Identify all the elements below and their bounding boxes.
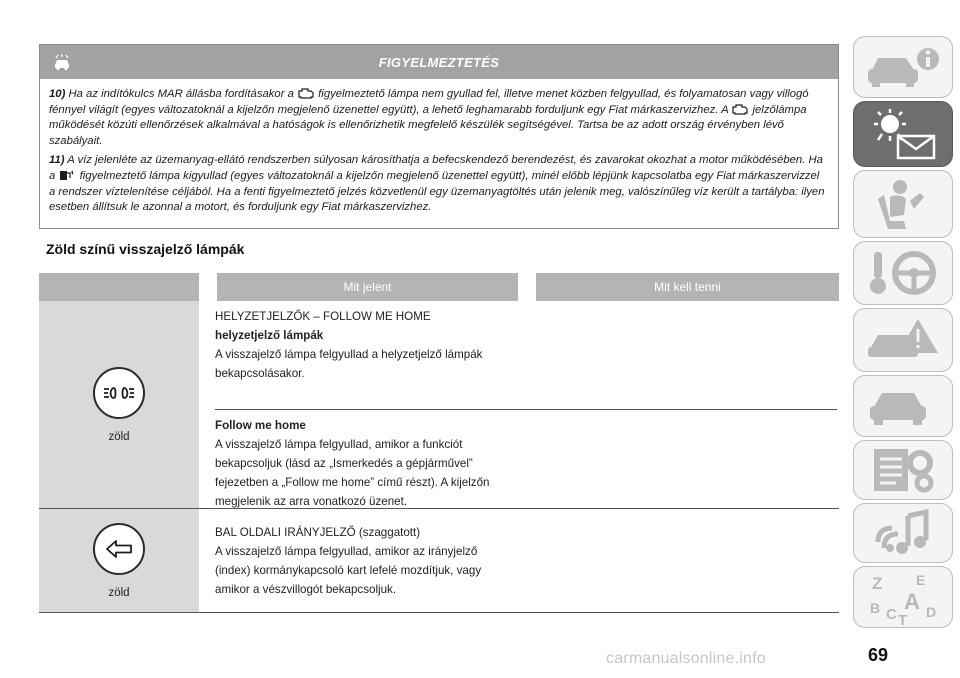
left-turn-signal-icon: [104, 539, 134, 559]
car-maintenance-icon: [860, 381, 946, 431]
section-title: Zöld színű visszajelző lámpák: [46, 241, 245, 257]
index-letter: Z: [872, 574, 883, 593]
warning-paragraph-10: [49, 87, 828, 149]
sidebar-tab-technical-data[interactable]: [853, 440, 953, 500]
engine-warning-icon: [297, 87, 315, 99]
entry-left-turn-signal: [215, 509, 837, 606]
paragraph-text: figyelmeztető lámpa kigyullad (egyes változatoknál a kijelzőn megjelenő üzenettel együtt), minél előbb lépjünk kapcsolatba egy Fiat márkaszervizzel a rendszer víztelenítése céljából. Ha a fenti figyelmeztető jelzés közvetlenül egy üzemanyagtöltés után jelenik meg, valószínűleg víz került a tartályba: ilyen esetben állítsuk le azonnal a motort, és forduljunk egy Fiat márkaszervizhez.: [49, 169, 825, 214]
indicator-color-label: zöld: [108, 430, 130, 443]
alphabetical-index-icon: [860, 569, 946, 625]
index-letter: A: [904, 589, 920, 614]
technical-data-icon: [860, 445, 946, 495]
table-row: [39, 509, 839, 613]
table-header-meaning: Mit jelent: [217, 273, 518, 301]
icon-cell: [39, 301, 199, 508]
entry-subtitle: helyzetjelző lámpák: [215, 329, 324, 342]
table-header-action: Mit kell tenni: [536, 273, 839, 301]
content-cell: [199, 301, 839, 508]
entry-text: A visszajelző lámpa felgyullad, amikor a funkciót: [215, 438, 463, 451]
entry-title: BAL OLDALI IRÁNYJELZŐ (szaggatott): [215, 526, 421, 539]
car-info-icon: [860, 42, 946, 92]
watermark: carmanualsonline.info: [606, 650, 766, 667]
warning-header: [40, 45, 838, 79]
entry-text: bekapcsolásakor.: [215, 367, 305, 380]
car-warning-icon: [52, 52, 72, 72]
sidebar-tab-car-info[interactable]: [853, 36, 953, 98]
paragraph-text: jelzőlámpa működését közúti ellenőrzések alkalmával a hatóságok is ellenőrizhetik megfelelő készülék segítségével. Tartsa be az adott ország érvényben lévő szabályait.: [49, 103, 807, 147]
table-header-icon-column: [39, 273, 199, 301]
warning-light-message-icon: [860, 106, 946, 162]
entry-title: HELYZETJELZŐK – FOLLOW ME HOME: [215, 310, 431, 323]
entry-text: A visszajelző lámpa felgyullad a helyzetjelző lámpák: [215, 348, 483, 361]
warning-paragraph-11: [49, 153, 828, 215]
entry-text: fejezetben a „Follow me home” című részt). A kijelzőn: [215, 476, 490, 489]
indicator-table: [39, 273, 839, 613]
paragraph-text: Ha az indítókulcs MAR állásba fordításakor a: [68, 88, 294, 100]
indicator-circle: [93, 367, 145, 419]
sidebar-tab-alphabetical-index[interactable]: [853, 566, 953, 628]
entry-text: bekapcsoljuk (lásd az „Ismerkedés a gépjárművel”: [215, 457, 473, 470]
entry-follow-me-home: [215, 409, 837, 518]
sidebar-tab-maintenance[interactable]: [853, 375, 953, 437]
warning-title: FIGYELMEZTETÉS: [378, 54, 500, 70]
seat-safety-icon: [860, 175, 946, 233]
index-letter: D: [926, 604, 937, 620]
page-number: 69: [868, 645, 889, 665]
sidebar-tab-warning-lights[interactable]: [853, 101, 953, 167]
warning-box: [39, 44, 839, 229]
engine-warning-icon: [731, 103, 749, 115]
icon-cell: [39, 509, 199, 612]
warning-body: [40, 79, 838, 216]
indicator-circle: [93, 523, 145, 575]
index-letter: T: [898, 612, 908, 625]
multimedia-icon: [860, 508, 946, 558]
entry-position-lights: [215, 301, 837, 409]
index-letter: C: [886, 606, 897, 623]
entry-text: A visszajelző lámpa felgyullad, amikor az irányjelző: [215, 545, 478, 558]
entry-text: megjelenik az arra vonatkozó üzenet.: [215, 495, 408, 508]
water-in-fuel-icon: [58, 169, 76, 181]
entry-text: (index) kormánykapcsoló kart lefelé mozdítjuk, vagy: [215, 564, 482, 577]
indicator-color-label: zöld: [108, 586, 130, 599]
content-cell: [199, 509, 839, 612]
emergency-icon: [860, 313, 946, 367]
index-letter: E: [916, 572, 926, 588]
entry-text: amikor a vészvillogót bekapcsoljuk.: [215, 583, 397, 596]
paragraph-text: figyelmeztető lámpa nem gyullad fel, illetve menet közben felgyullad, és folyamatosan vagy villogó fénnyel világít (egyes változatoknál a kijelzőn megjelenő üzenettel együtt), a lehető leghamarabb forduljunk egy Fiat márkaszervizhez. A: [49, 88, 809, 116]
paragraph-number: 11): [49, 154, 65, 167]
table-row: [39, 301, 839, 509]
sidebar-tab-multimedia[interactable]: [853, 503, 953, 563]
paragraph-number: 10): [49, 88, 66, 100]
index-letter: B: [870, 600, 881, 616]
sidebar-tab-safety[interactable]: [853, 170, 953, 238]
position-lights-icon: [102, 383, 136, 403]
entry-subtitle: Follow me home: [215, 419, 306, 432]
table-header: [39, 273, 839, 301]
sidebar-tab-emergency[interactable]: [853, 308, 953, 372]
paragraph-text: A víz jelenléte az üzemanyag-ellátó rendszerben súlyosan károsíthatja a befecskendező berendezést, és zavarokat okozhat a motor működésében. Ha a: [49, 154, 823, 182]
starting-driving-icon: [860, 246, 946, 300]
sidebar-tab-starting-driving[interactable]: [853, 241, 953, 305]
